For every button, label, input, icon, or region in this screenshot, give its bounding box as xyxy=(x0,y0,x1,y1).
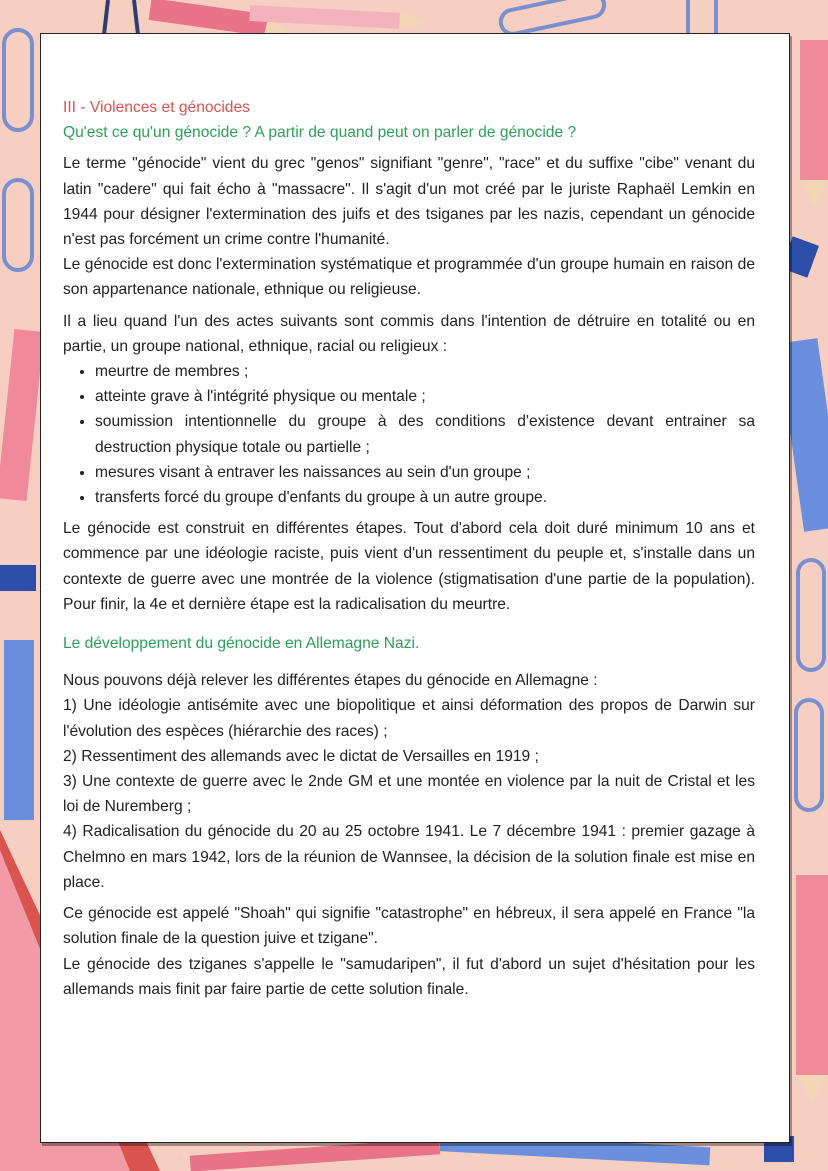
list-item: • mesures visant à entraver les naissances au sein d'un groupe ; xyxy=(95,460,755,485)
list-item: • transferts forcé du groupe d'enfants du groupe à un autre groupe. xyxy=(95,485,755,510)
pencil-icon xyxy=(800,40,828,205)
pen-icon xyxy=(4,640,34,820)
step-item: 1) Une idéologie antisémite avec une biopolitique et ainsi déformation des propos de Darwin sur l'évolution des espèces (hiérarchie des races) ; xyxy=(63,697,755,740)
paragraph-steps-intro: Nous pouvons déjà relever les différentes étapes du génocide en Allemagne : xyxy=(63,672,598,690)
binder-clip-icon xyxy=(0,565,36,591)
step-item: 3) Une contexte de guerre avec le 2nde GM et une montée en violence par la nuit de Cristal et les loi de Nuremberg ; xyxy=(63,773,755,816)
paperclip-icon xyxy=(4,30,32,270)
pencil-icon xyxy=(796,875,828,1102)
pencil-icon xyxy=(190,1138,441,1171)
paragraph-stages: Le génocide est construit en différentes étapes. Tout d'abord cela doit duré minimum 10 ans et commence par une idéologie raciste, puis vient d'un ressentiment du peuple et, s'installe dans un contexte de guerre avec une montrée de la violence (stigmatisation d'une partie de la population). Pour finir, la 4e et dernière étape est la radicalisation du meurtre. xyxy=(63,520,755,613)
question-heading: Qu'est ce qu'un génocide ? A partir de quand peut on parler de génocide ? xyxy=(63,124,577,142)
subheading: Le développement du génocide en Allemagne Nazi. xyxy=(63,635,420,653)
document-content xyxy=(63,95,755,1002)
step-item: 4) Radicalisation du génocide du 20 au 25 octobre 1941. Le 7 décembre 1941 : premier gazage à Chelmno en mars 1942, lors de la réunion de Wannsee, la décision de la solution finale est mise en place. xyxy=(63,823,755,891)
step-item: 2) Ressentiment des allemands avec le dictat de Versailles en 1919 ; xyxy=(63,747,539,765)
section-title: III - Violences et génocides xyxy=(63,99,250,116)
paragraph-samudaripen: Le génocide des tziganes s'appelle le "samudaripen", il fut d'abord un sujet d'hésitation pour les allemands mais finit par faire partie de cette solution finale. xyxy=(63,955,755,998)
acts-list xyxy=(63,359,755,510)
list-item: • atteinte grave à l'intégrité physique ou mentale ; xyxy=(95,384,755,409)
paragraph-acts-intro: Il a lieu quand l'un des actes suivants sont commis dans l'intention de détruire en totalité ou en partie, un groupe national, ethnique, racial ou religieux : xyxy=(63,312,755,355)
pencil-icon xyxy=(0,329,44,501)
list-item: • soumission intentionnelle du groupe à des conditions d'existence devant entrainer sa destruction physique totale ou partielle ; xyxy=(95,409,755,459)
list-item: • meurtre de membres ; xyxy=(95,359,755,384)
paragraph-shoah: Ce génocide est appelé "Shoah" qui signifie "catastrophe" en hébreux, il sera appelé en France "la solution finale de la question juive et tzigane". xyxy=(63,905,755,948)
paragraph-genocide-definition: Le génocide est donc l'extermination systématique et programmée d'un groupe humain en raison de son appartenance nationale, ethnique ou religieuse. xyxy=(63,256,755,299)
paragraph-definition: Le terme "génocide" vient du grec "genos" signifiant "genre", "race" et du suffixe "cibe" venant du latin "cadere" qui fait écho à "massacre". Il s'agit d'un mot créé par le juriste Raphaël Lemkin en 1944 pour désigner l'extermination des juifs et des tsiganes par les nazis, cependant un génocide n'est pas forcément un crime contre l'humanité. xyxy=(63,155,755,249)
